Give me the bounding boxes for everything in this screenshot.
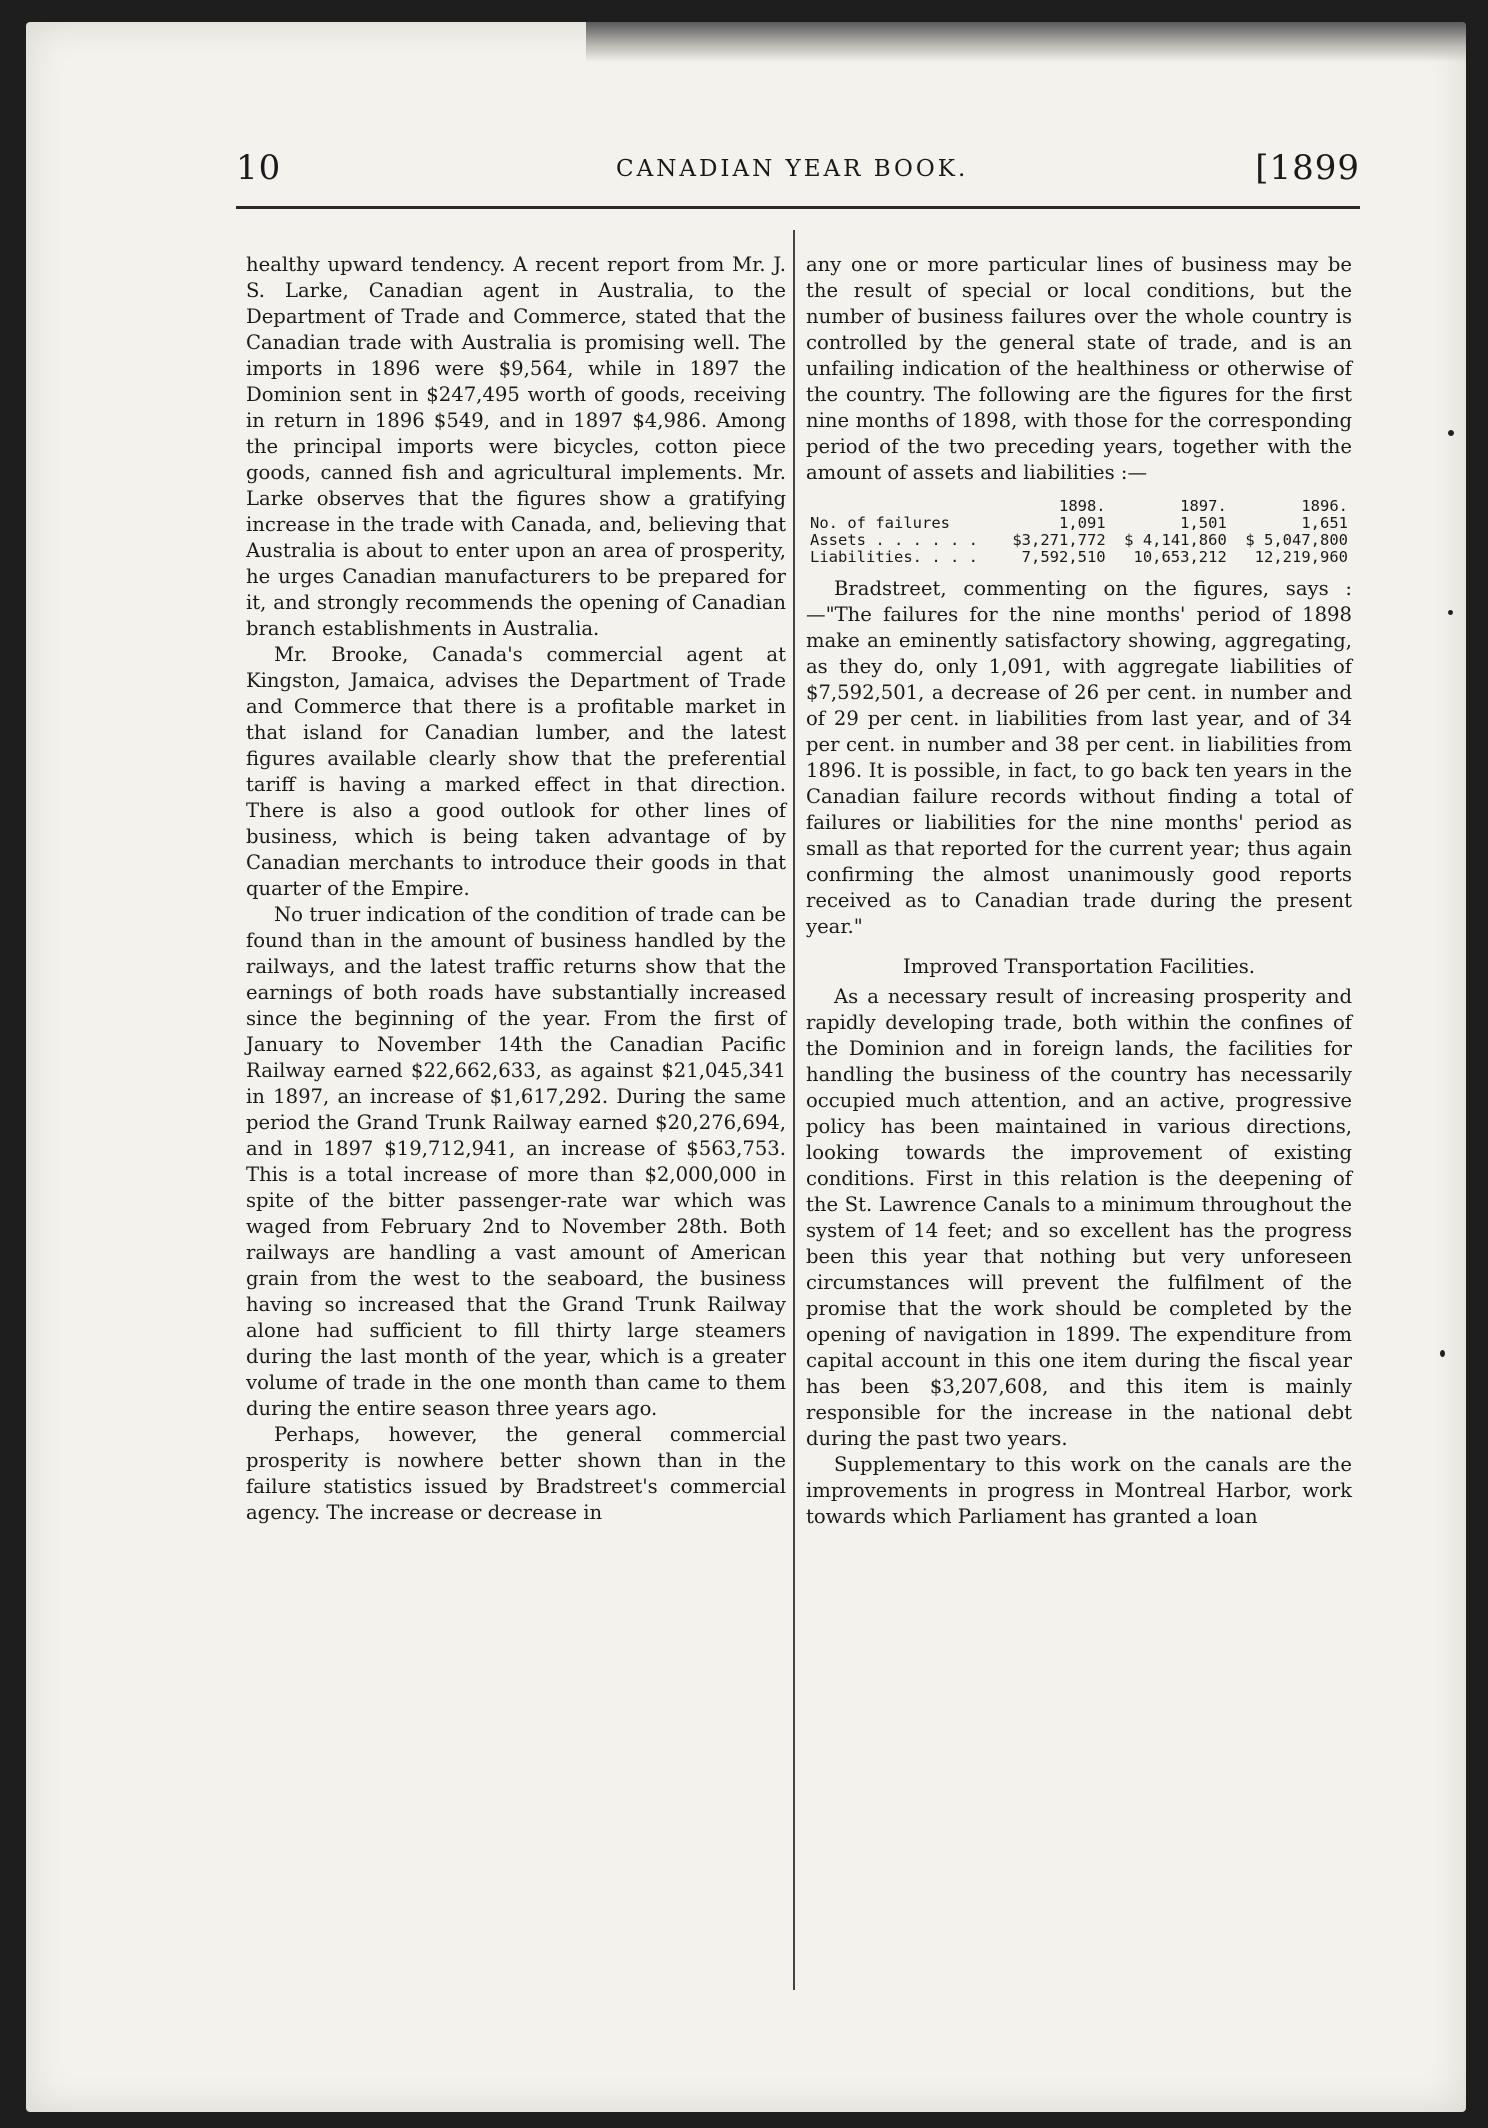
header-rule [236, 206, 1360, 209]
table-cell: 7,592,510 [1021, 548, 1106, 566]
table-cell: Assets . . . . . . [810, 531, 978, 549]
table-cell: Liabilities. . . . [810, 548, 978, 566]
running-title: CANADIAN YEAR BOOK. [616, 156, 969, 182]
table-cell: $ 5,047,800 [1245, 531, 1348, 549]
scan-speck [1440, 1350, 1445, 1357]
scan-speck [1448, 430, 1454, 436]
column-divider [793, 230, 795, 1990]
table-cell: No. of failures [810, 514, 950, 532]
year-label: [1899 [1255, 148, 1360, 188]
paragraph: healthy upward tendency. A recent report from Mr. J. S. Larke, Canadian agent in Australia, to the Department of Trade and Commerce, stated that the Canadian trade with Australia is promising well. The imports in 1896 were $9,564, while in 1897 the Dominion sent in $247,495 worth of goods, receiving in return in 1896 $549, and in 1897 $4,986. Among the principal imports were bicycles, cotton piece goods, canned fish and agricultural implements. Mr. Larke observes that the figures show a gratifying increase in the trade with Canada, and, believing that Australia is about to enter upon an area of prosperity, he urges Canadian manufacturers to be prepared for it, and strongly recommends the opening of Canadian branch establishments in Australia. [246, 253, 786, 640]
table-cell: 12,219,960 [1254, 548, 1348, 566]
paragraph: Supplementary to this work on the canals are the improvements in progress in Montreal Harbor, work towards which Parliament has granted a loan [806, 1453, 1352, 1528]
table-cell: 1,651 [1301, 514, 1348, 532]
paragraph: Perhaps, however, the general commercial prosperity is nowhere better shown than in the failure statistics issued by Bradstreet's commercial agency. The increase or decrease in [246, 1423, 786, 1524]
table-header [806, 498, 999, 515]
scan-speck [1448, 610, 1453, 615]
paragraph: Mr. Brooke, Canada's commercial agent at Kingston, Jamaica, advises the Department of Trade and Commerce that there is a profitable market in that island for Canadian lumber, and the latest figures available clearly show that the preferential tariff is having a marked effect in that direction. There is also a good outlook for other lines of business, which is being taken advantage of by Canadian merchants to introduce their goods in that quarter of the Empire. [246, 643, 786, 900]
table-header: 1896. [1301, 497, 1348, 515]
paragraph: As a necessary result of increasing prosperity and rapidly developing trade, both within the confines of the Dominion and in foreign lands, the facilities for handling the business of the country has necessarily occupied much attention, and an active, progressive policy has been maintained in various directions, looking towards the improvement of existing conditions. First in this relation is the deepening of the St. Lawrence Canals to a minimum throughout the system of 14 feet; and so excellent has the progress been this year that nothing but very unforeseen circumstances will prevent the fulfilment of the promise that the work should be completed by the opening of navigation in 1899. The expenditure from capital account in this one item during the fiscal year has been $3,207,608, and this item is mainly responsible for the increase in the national debt during the past two years. [806, 985, 1352, 1450]
failure-statistics-table [806, 498, 1352, 566]
table-header-row [806, 498, 1352, 515]
paragraph: Bradstreet, commenting on the figures, says :—"The failures for the nine months' period of 1898 make an eminently satisfactory showing, aggregating, as they do, only 1,091, with aggregate liabilities of $7,592,501, a decrease of 26 per cent. in number and of 29 per cent. in liabilities from last year, and of 34 per cent. in number and 38 per cent. in liabilities from 1896. It is possible, in fact, to go back ten years in the Canadian failure records without finding a total of failures or liabilities for the nine months' period as small as that reported for the current year; thus again confirming the almost unanimously good reports received as to Canadian trade during the present year." [806, 577, 1352, 938]
table-header: 1898. [1058, 497, 1106, 515]
table-row [806, 515, 1352, 532]
page-number: 10 [236, 148, 282, 188]
table-cell: $ 4,141,860 [1124, 531, 1227, 549]
table-header: 1897. [1180, 497, 1227, 515]
page-header [236, 148, 1360, 200]
table-cell: 1,091 [1058, 514, 1106, 532]
paragraph: No truer indication of the condition of trade can be found than in the amount of business handled by the railways, and the latest traffic returns show that the earnings of both roads have substantially increased since the beginning of the year. From the first of January to November 14th the Canadian Pacific Railway earned $22,662,633, as against $21,045,341 in 1897, an increase of $1,617,292. During the same period the Grand Trunk Railway earned $20,276,694, and in 1897 $19,712,941, an increase of $563,753. This is a total increase of more than $2,000,000 in spite of the bitter passenger-rate war which was waged from February 2nd to November 28th. Both railways are handling a vast amount of American grain from the west to the seaboard, the business having so increased that the Grand Trunk Railway alone had sufficient to fill thirty large steamers during the last month of the year, which is a greater volume of trade in the one month than came to them during the entire season three years ago. [246, 903, 786, 1420]
scan-shadow [586, 22, 1466, 62]
table-row [806, 532, 1352, 549]
table-cell: $3,271,772 [1012, 531, 1106, 549]
right-column [806, 252, 1352, 1530]
section-heading: Improved Transportation Facilities. [902, 955, 1256, 978]
left-column [246, 252, 786, 1526]
paragraph: any one or more particular lines of business may be the result of special or local conditions, but the number of business failures over the whole country is controlled by the general state of trade, and is an unfailing indication of the healthiness or otherwise of the country. The following are the figures for the first nine months of 1898, with those for the corresponding period of the two preceding years, together with the amount of assets and liabilities :— [806, 253, 1352, 484]
table-row [806, 549, 1352, 566]
table-cell: 1,501 [1180, 514, 1227, 532]
table-cell: 10,653,212 [1133, 548, 1227, 566]
